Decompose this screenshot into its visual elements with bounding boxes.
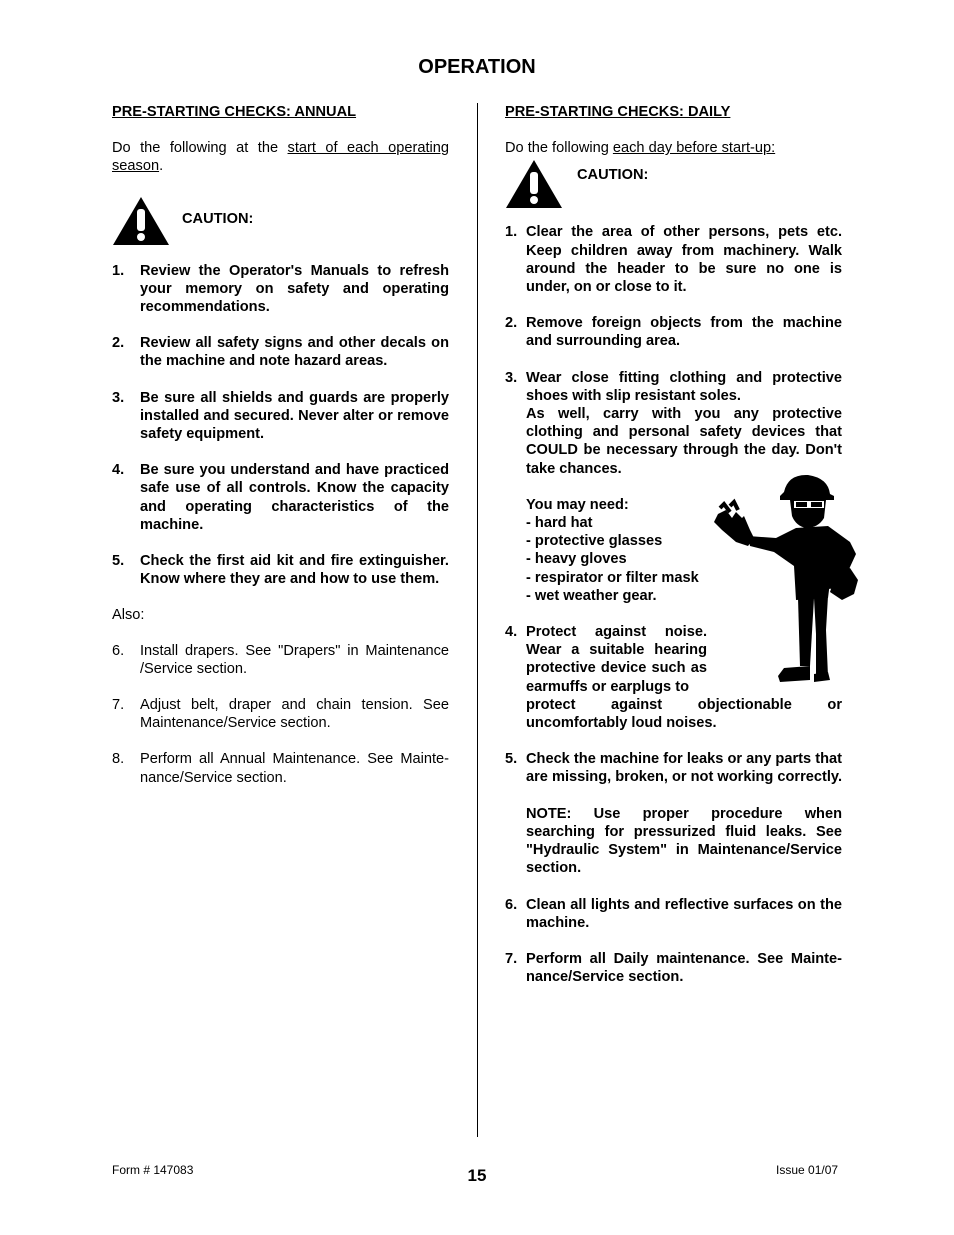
item-number: 6. bbox=[112, 642, 125, 659]
list-item bbox=[112, 461, 449, 534]
item-text: Install drapers. See "Drapers" in Maintenance /Service section. bbox=[140, 642, 449, 677]
item-number: 3. bbox=[112, 389, 125, 406]
page-number: 15 bbox=[467, 1166, 487, 1185]
spacer bbox=[505, 732, 842, 750]
equipment-item: - hard hat bbox=[526, 515, 593, 532]
list-item bbox=[112, 552, 449, 588]
annual-intro bbox=[112, 139, 449, 175]
safety-gear-person-illustration bbox=[710, 470, 860, 684]
list-item bbox=[505, 750, 842, 877]
equipment-list bbox=[526, 496, 731, 605]
item-number: 2. bbox=[112, 335, 125, 352]
spacer bbox=[505, 296, 842, 314]
spacer bbox=[112, 678, 449, 696]
item-text: Wear close fitting clothing and protective shoes with slip resistant soles. bbox=[526, 369, 842, 404]
list-item bbox=[112, 642, 449, 678]
spacer bbox=[505, 878, 842, 896]
list-item bbox=[112, 262, 449, 317]
item-text: Clean all lights and reflective surfaces on the machine. bbox=[526, 896, 842, 931]
annual-checks-column bbox=[112, 103, 449, 787]
equipment-item: - wet weather gear. bbox=[526, 587, 657, 604]
warning-triangle-icon bbox=[505, 159, 563, 209]
list-item bbox=[112, 750, 449, 786]
item-number: 6. bbox=[505, 896, 518, 913]
spacer bbox=[505, 932, 842, 950]
list-item bbox=[112, 389, 449, 444]
item-text: Perform all Annual Maintenance. See Mainte-nance/Service section. bbox=[140, 751, 449, 786]
item-number: 4. bbox=[505, 624, 518, 641]
item-text: Be sure you understand and have practiced safe use of all controls. Know the capacity and operating characteristics of the machine. bbox=[140, 462, 449, 533]
equipment-heading: You may need: bbox=[526, 496, 629, 513]
annual-intro-text: Do the following at the bbox=[112, 140, 288, 157]
spacer bbox=[112, 534, 449, 552]
spacer bbox=[112, 732, 449, 750]
note-text: NOTE: Use proper procedure when searching for pressurized fluid leaks. See "Hydraulic System" in Maintenance/Service section. bbox=[526, 805, 842, 877]
form-number: Form # 147083 bbox=[112, 1163, 194, 1177]
item-number: 7. bbox=[112, 697, 125, 714]
list-item bbox=[112, 334, 449, 370]
spacer bbox=[112, 316, 449, 334]
spacer bbox=[505, 351, 842, 369]
item-number: 2. bbox=[505, 315, 518, 332]
daily-intro-text: Do the following bbox=[505, 140, 613, 157]
item-number: 1. bbox=[505, 224, 518, 241]
spacer bbox=[112, 371, 449, 389]
equipment-item: - protective glasses bbox=[526, 533, 663, 550]
daily-intro bbox=[505, 139, 842, 157]
item-text: Be sure all shields and guards are properly installed and secured. Never alter or remove safety equipment. bbox=[140, 389, 449, 443]
spacer bbox=[112, 443, 449, 461]
annual-heading: PRE-STARTING CHECKS: ANNUAL bbox=[112, 104, 357, 120]
item-text: Protect against noise. Wear a suitable hearing protective device such as earmuffs or earplugs to bbox=[526, 624, 707, 695]
list-item bbox=[505, 314, 842, 350]
daily-intro-underlined: each day before start-up: bbox=[612, 140, 776, 157]
warning-triangle-icon bbox=[112, 196, 170, 246]
item-text-continued: protect against objectionable or uncomfortably loud noises. bbox=[526, 696, 842, 732]
annual-bold-list bbox=[112, 262, 449, 589]
item-number: 4. bbox=[112, 462, 125, 479]
item-text: Review all safety signs and other decals on the machine and note hazard areas. bbox=[140, 335, 449, 370]
annual-intro-underlined: start of each operating season bbox=[112, 140, 449, 175]
item-text-continued: As well, carry with you any protective clothing and personal safety devices that COULD be necessary through the day. Don't take chances. bbox=[526, 406, 842, 477]
equipment-item: - heavy gloves bbox=[526, 551, 627, 568]
annual-caution-label: CAUTION: bbox=[182, 210, 254, 227]
item-text: Check the first aid kit and fire extinguisher. Know where they are and how to use them. bbox=[140, 553, 449, 588]
item-text: Adjust belt, draper and chain tension. See Maintenance/Service section. bbox=[140, 697, 449, 732]
daily-heading: PRE-STARTING CHECKS: DAILY bbox=[505, 104, 731, 120]
spacer bbox=[526, 787, 842, 805]
column-divider bbox=[477, 103, 478, 1137]
item-text: Review the Operator's Manuals to refresh your memory on safety and operating recommendations. bbox=[140, 262, 449, 316]
item-number: 7. bbox=[505, 950, 518, 967]
item-number: 5. bbox=[112, 553, 125, 570]
list-item bbox=[112, 696, 449, 732]
item-text: Check the machine for leaks or any parts that are missing, broken, or not working correctly. bbox=[526, 751, 843, 786]
item-text: Clear the area of other persons, pets etc. Keep children away from machinery. Walk around the header to be sure no one is under, on or close to it. bbox=[526, 224, 842, 296]
item-text: Perform all Daily maintenance. See Mainte-nance/Service section. bbox=[526, 950, 842, 986]
item-text: Remove foreign objects from the machine and surrounding area. bbox=[526, 315, 842, 350]
also-label: Also: bbox=[112, 607, 145, 624]
item-number: 3. bbox=[505, 369, 518, 386]
item-number: 5. bbox=[505, 751, 518, 768]
list-item bbox=[505, 896, 842, 932]
equipment-item: - respirator or filter mask bbox=[526, 569, 699, 586]
item-number: 1. bbox=[112, 262, 125, 279]
list-item bbox=[505, 223, 842, 296]
annual-caution bbox=[112, 196, 449, 248]
annual-plain-list bbox=[112, 642, 449, 787]
daily-caution bbox=[505, 159, 842, 209]
list-item bbox=[505, 950, 842, 986]
annual-intro-end: . bbox=[159, 158, 164, 175]
daily-caution-label: CAUTION: bbox=[577, 167, 649, 184]
page-title: OPERATION bbox=[418, 56, 536, 78]
item-number: 8. bbox=[112, 751, 125, 768]
issue-date: Issue 01/07 bbox=[776, 1163, 839, 1177]
